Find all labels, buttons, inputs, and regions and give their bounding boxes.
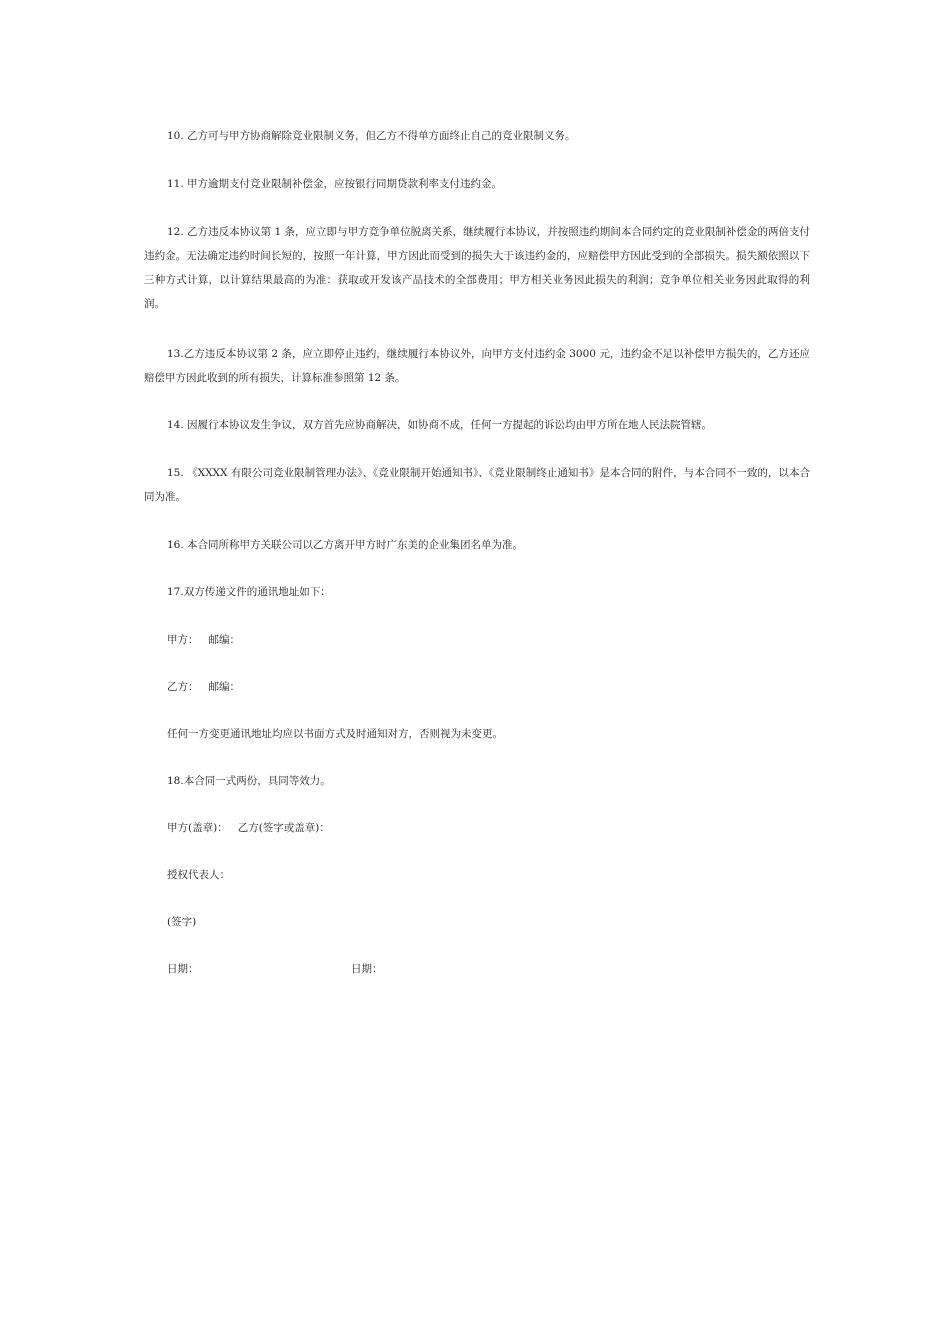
- signature-label: (签字): [167, 916, 197, 928]
- clause-11: 11. 甲方逾期支付竞业限制补偿金，应按银行同期贷款利率支付违约金。: [167, 178, 503, 190]
- authorized-representative: 授权代表人：: [167, 869, 230, 881]
- clause-16: 16. 本合同所称甲方关联公司以乙方离开甲方时广东美的企业集团名单为准。: [167, 539, 524, 551]
- signature-stamps: 甲方(盖章)： 乙方(签字或盖章)：: [167, 822, 330, 834]
- date-left: 日期：: [167, 963, 199, 975]
- clause-15: 15. 《XXXX 有限公司竞业限制管理办法》、《竞业限制开始通知书》、《竞业限制终止通知书》是本合同的附件，与本合同不一致的，以本合同为准。: [144, 467, 810, 503]
- clause-14: 14. 因履行本协议发生争议，双方首先应协商解决，如协商不成，任何一方提起的诉讼均由甲方所在地人民法院管辖。: [167, 419, 713, 431]
- clause-12: 12. 乙方违反本协议第 1 条，应立即与甲方竞争单位脱离关系，继续履行本协议，并按照违约期间本合同约定的竞业限制补偿金的两倍支付违约金。无法确定违约时间长短的，按照一年计算，甲方因此而受到的损失大于该违约金的，应赔偿甲方因此受到的全部损失。损失额依照以下三种方式计算，以计算结果最高的为准：获取或开发该产品技术的全部费用；甲方相关业务因此损失的利润；竞争单位相关业务因此取得的利润。: [144, 226, 810, 310]
- clause-10: 10. 乙方可与甲方协商解除竞业限制义务，但乙方不得单方面终止自己的竞业限制义务。: [167, 130, 576, 142]
- party-a-address: 甲方： 邮编：: [167, 634, 241, 646]
- party-b-address: 乙方： 邮编：: [167, 681, 241, 693]
- clause-13: 13.乙方违反本协议第 2 条，应立即停止违约，继续履行本协议外，向甲方支付违约金 3000 元，违约金不足以补偿甲方损失的，乙方还应赔偿甲方因此收到的所有损失，计算标准参照第 12 条。: [144, 348, 810, 384]
- address-change-note: 任何一方变更通讯地址均应以书面方式及时通知对方，否则视为未变更。: [167, 728, 503, 740]
- date-right: 日期：: [351, 963, 383, 975]
- clause-17: 17.双方传递文件的通讯地址如下：: [167, 586, 331, 598]
- clause-18: 18.本合同一式两份，具同等效力。: [167, 775, 331, 787]
